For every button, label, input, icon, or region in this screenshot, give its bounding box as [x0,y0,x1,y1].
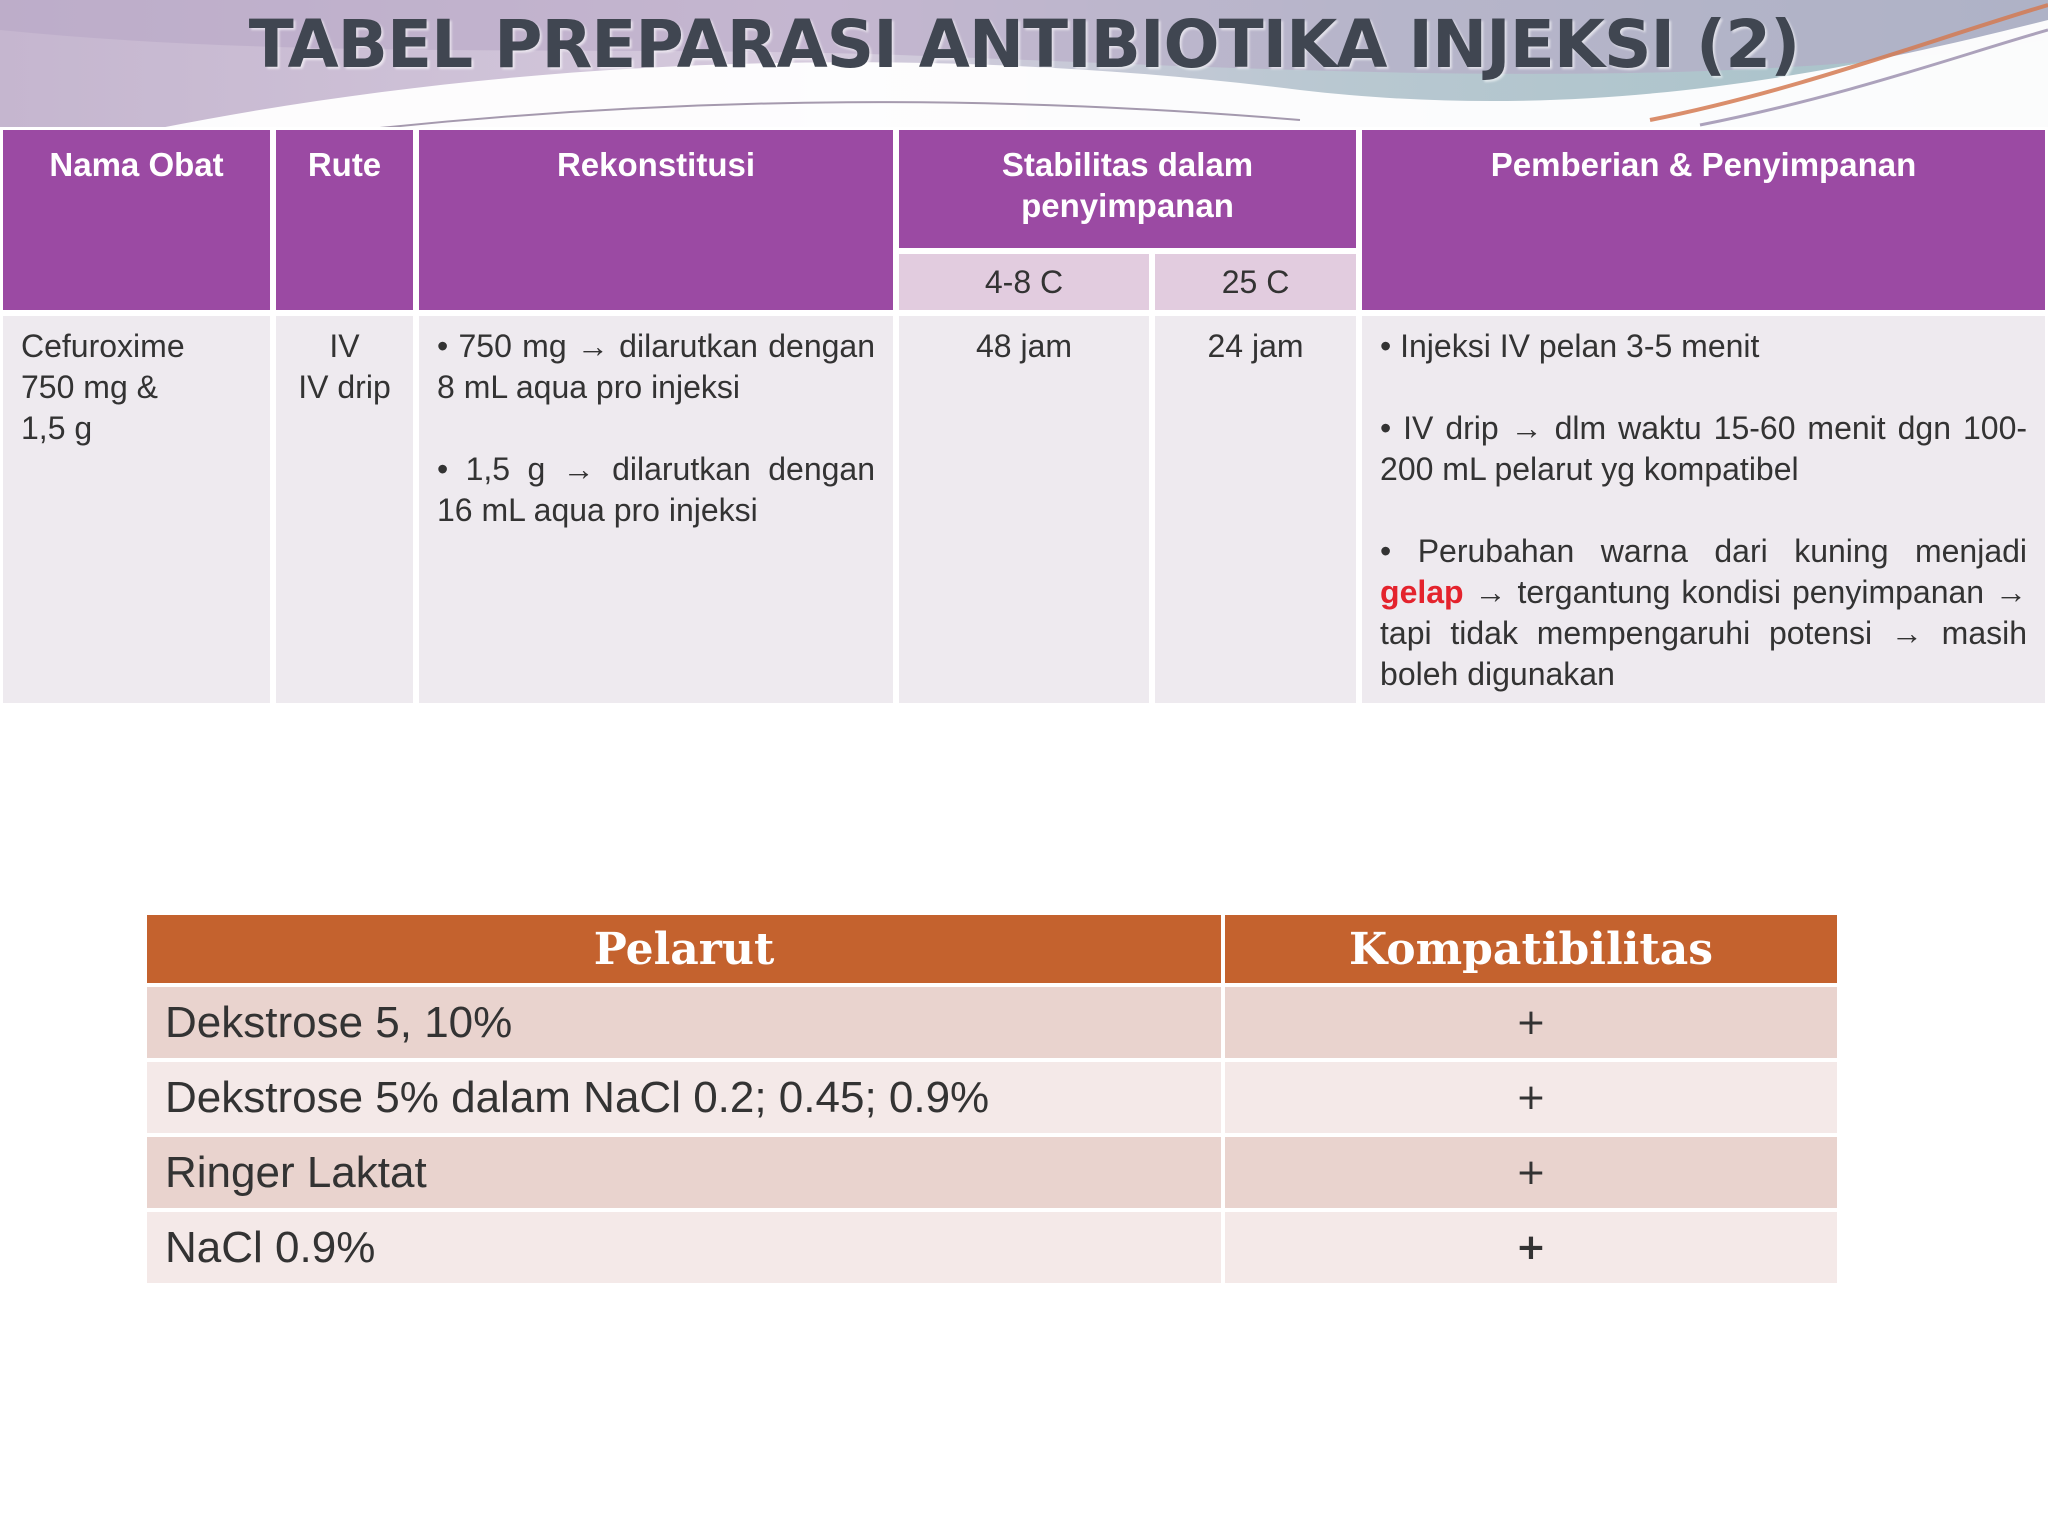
page-title: TABEL PREPARASI ANTIBIOTIKA INJEKSI (2) [248,6,1800,83]
header-stabilitas-4-8c: 4-8 C [896,251,1152,313]
table-row [145,1210,1839,1285]
drug-dose-2: 1,5 g [21,410,93,446]
compatibility-mark: + [1223,1210,1839,1285]
cell-pemberian [1359,313,2048,706]
reconstitution-1-5g: • 1,5 g → dilarutkan dengan 16 mL aqua pro injeksi [437,451,875,528]
solvent-name: Ringer Laktat [145,1135,1223,1210]
solvent-name: Dekstrose 5, 10% [145,985,1223,1060]
drug-name: Cefuroxime [21,328,185,364]
table-row [145,1060,1839,1135]
storage-highlight-gelap: gelap [1380,574,1464,610]
storage-color-change [1380,531,2027,695]
header-rekonstitusi: Rekonstitusi [416,127,896,313]
title-banner [0,0,2048,130]
cell-nama-obat [0,313,273,706]
compatibility-mark: + [1223,1060,1839,1135]
route-iv-drip: IV drip [298,369,391,405]
header-pemberian: Pemberian & Penyimpanan [1359,127,2048,313]
header-pelarut: Pelarut [145,913,1223,985]
compatibility-mark: + [1223,1135,1839,1210]
table-row [145,1135,1839,1210]
solvent-compatibility-table [145,913,1839,1285]
table-row [0,313,2048,706]
table-row [145,985,1839,1060]
header-kompatibilitas: Kompatibilitas [1223,913,1839,985]
cell-stabilitas-25c: 24 jam [1152,313,1359,706]
drug-dose-1: 750 mg & [21,369,158,405]
storage-note-before: • Perubahan warna dari kuning menjadi [1380,533,2028,569]
header-nama-obat: Nama Obat [0,127,273,313]
route-iv: IV [329,328,360,364]
cell-rute [273,313,416,706]
solvent-name: Dekstrose 5% dalam NaCl 0.2; 0.45; 0.9% [145,1060,1223,1135]
reconstitution-750mg: • 750 mg → dilarutkan dengan 8 mL aqua pro injeksi [437,328,875,405]
storage-note-after: → tergantung kondisi penyimpanan → tapi tidak mempengaruhi potensi → masih boleh digunakan [1380,574,2028,692]
header-stabilitas-25c: 25 C [1152,251,1359,313]
header-stabilitas: Stabilitas dalam penyimpanan [896,127,1359,251]
compatibility-mark: + [1223,985,1839,1060]
administration-iv: • Injeksi IV pelan 3-5 menit [1380,328,1760,364]
cell-rekonstitusi [416,313,896,706]
administration-iv-drip: • IV drip → dlm waktu 15-60 menit dgn 100-200 mL pelarut yg kompatibel [1380,410,2028,487]
solvent-name: NaCl 0.9% [145,1210,1223,1285]
antibiotic-preparation-table [0,127,2048,706]
cell-stabilitas-4-8c: 48 jam [896,313,1152,706]
header-rute: Rute [273,127,416,313]
